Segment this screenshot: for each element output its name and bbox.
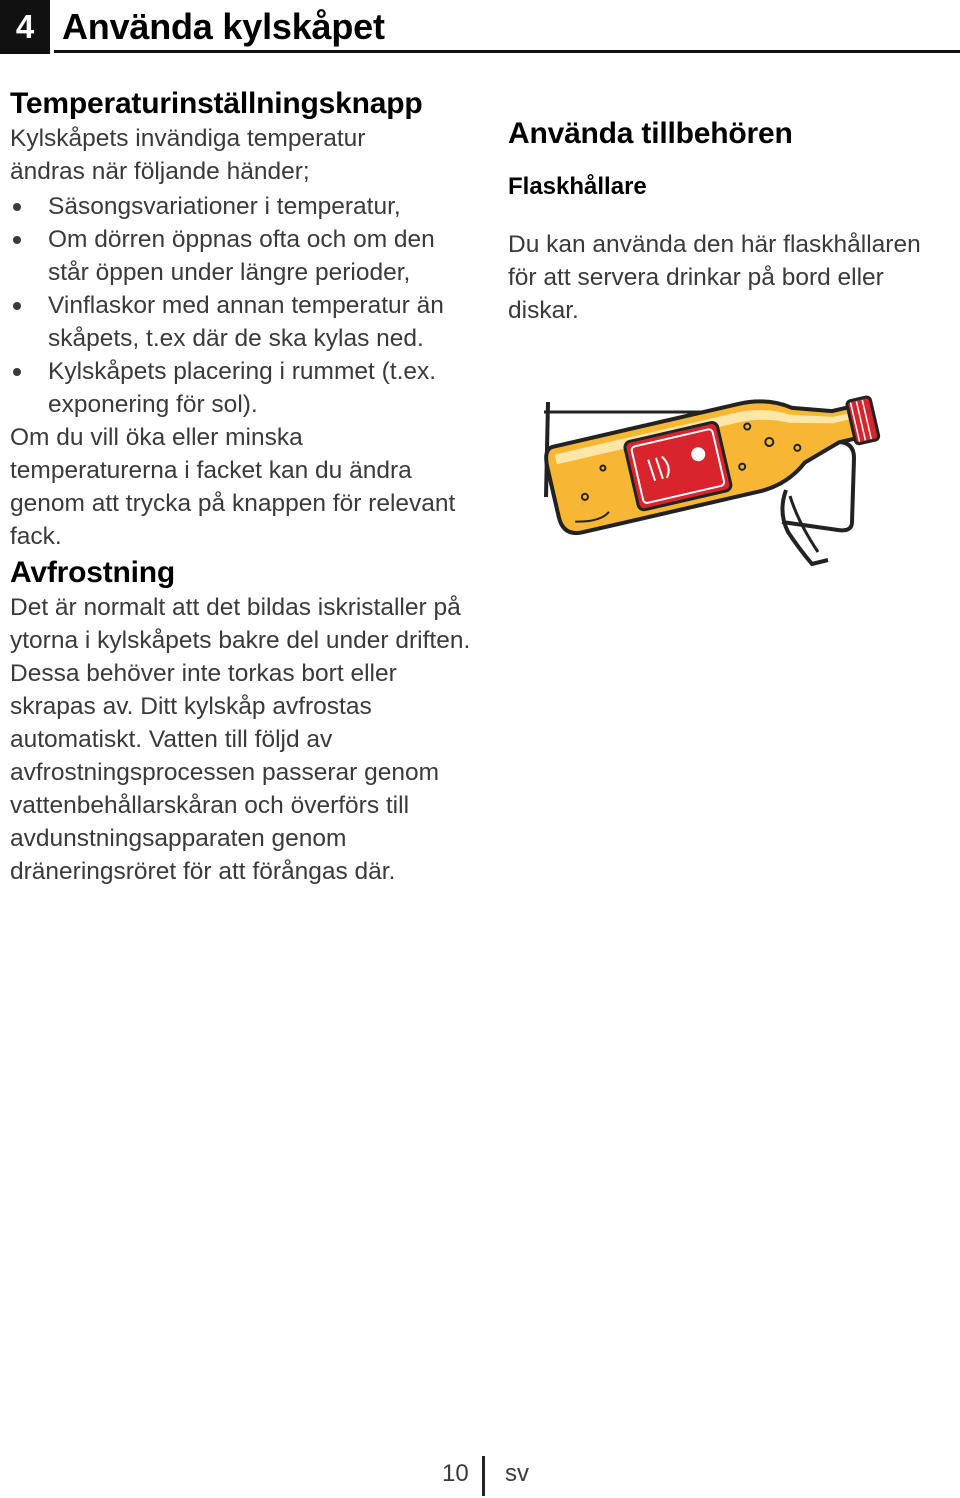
list-item: Om dörren öppnas ofta och om den står öppen under längre perioder,	[10, 223, 466, 289]
temperature-instructions: Om du vill öka eller minska temperaturerna i facket kan du ändra genom att trycka på knappen för relevant fack.	[10, 424, 456, 550]
defrost-body: Det är normalt att det bildas iskristaller på ytorna i kylskåpets bakre del under driften. Dessa behöver inte torkas bort eller skrapas av. Ditt kylskåp avfrostas automatiskt. Vatten till följd av avfrostningsprocessen passerar genom vattenbehållarskåran och överförs till avdunstningsapparaten genom dräneringsröret för att förångas där.	[10, 594, 471, 885]
footer-divider	[482, 1456, 485, 1496]
language-code: sv	[505, 1460, 529, 1487]
bottle-holder-description: Du kan använda den här flaskhållaren för att servera drinkar på bord eller diskar.	[508, 231, 921, 324]
header-divider	[54, 50, 960, 53]
list-item: Kylskåpets placering i rummet (t.ex. exponering för sol).	[10, 355, 466, 421]
section-heading-defrost: Avfrostning	[10, 556, 176, 589]
subheading-bottle-holder: Flaskhållare	[508, 173, 647, 200]
chapter-title: Använda kylskåpet	[62, 6, 385, 47]
section-heading-accessories: Använda tillbehören	[508, 117, 793, 150]
left-column	[10, 86, 475, 888]
temperature-intro: Kylskåpets invändiga temperatur ändras när följande händer;	[10, 125, 366, 185]
right-column	[508, 116, 953, 327]
bottle-holder-illustration	[538, 372, 888, 572]
page-footer	[0, 1452, 960, 1498]
temperature-factors-list	[10, 190, 475, 421]
list-item: Vinflaskor med annan temperatur än skåpets, t.ex där de ska kylas ned.	[10, 289, 466, 355]
chapter-number-badge: 4	[0, 0, 50, 54]
page-header	[0, 0, 960, 56]
section-heading-temperature: Temperaturinställningsknapp	[10, 87, 423, 120]
list-item: Säsongsvariationer i temperatur,	[10, 190, 475, 223]
page-number: 10	[442, 1460, 469, 1487]
bottle-holder-icon	[538, 372, 888, 572]
